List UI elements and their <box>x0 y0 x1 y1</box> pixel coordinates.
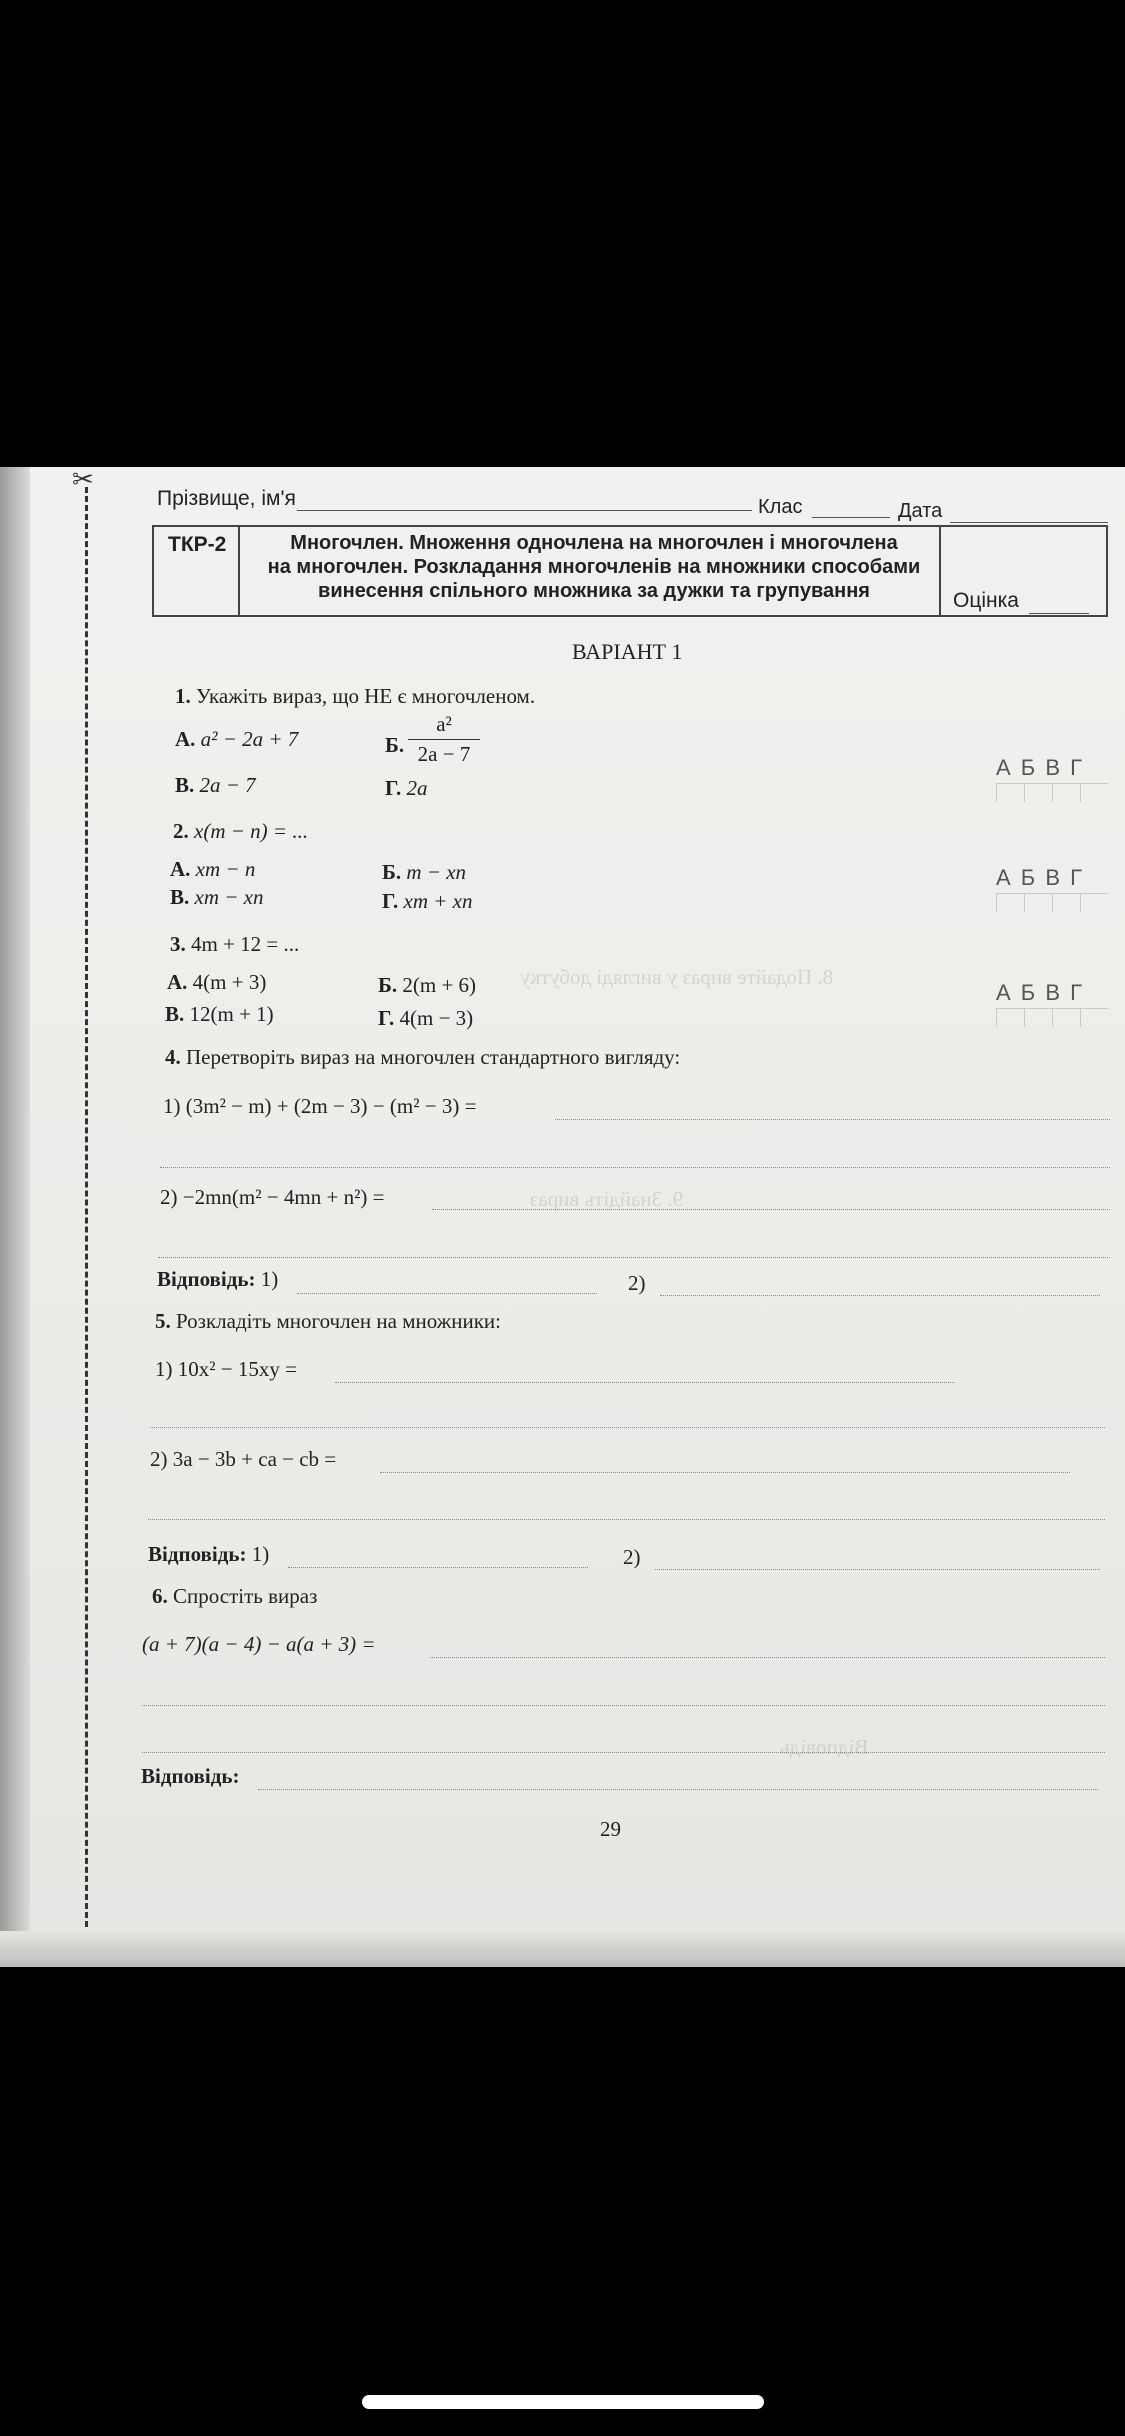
q4-answer-label: Відповідь: 1) <box>157 1267 279 1291</box>
q6-expression: (a + 7)(a − 4) − a(a + 3) = <box>142 1632 376 1656</box>
q1-answer-grid[interactable]: А Б В Г <box>996 755 1116 801</box>
q4-work-line[interactable] <box>158 1257 1110 1258</box>
scissors-icon: ✂ <box>72 467 94 495</box>
worksheet-page <box>0 467 1125 1967</box>
q6-answer-line[interactable] <box>430 1657 1105 1658</box>
q1-option-b-label[interactable]: Б. <box>385 733 405 757</box>
home-indicator[interactable] <box>362 2395 764 2409</box>
q5-answer-2-label: 2) <box>623 1545 641 1569</box>
q2-option-c[interactable]: В. xm − xn <box>170 885 264 909</box>
q3-option-d[interactable]: Г. 4(m − 3) <box>378 1006 474 1030</box>
q4-work-line[interactable] <box>160 1167 1110 1168</box>
class-label: Клас <box>758 496 803 518</box>
question-1: 1. Укажіть вираз, що НЕ є многочленом. <box>175 684 536 708</box>
q4-answer-2-label: 2) <box>628 1271 646 1295</box>
q2-answer-grid[interactable]: А Б В Г <box>996 865 1116 911</box>
bleed-through-text: Відповідь <box>780 1735 869 1759</box>
test-topic: Многочлен. Множення одночлена на многочлен і многочлена на многочлен. Розкладання многочленів на множники способами винесення спільного множника за дужки та групування <box>267 532 921 602</box>
q5-answer-label: Відповідь: 1) <box>148 1542 270 1566</box>
q4-part-2-answer-line[interactable] <box>432 1209 1110 1210</box>
grade-label: Оцінка <box>953 589 1019 612</box>
date-field[interactable] <box>950 522 1108 523</box>
question-4: 4. Перетворіть вираз на многочлен стандартного вигляду: <box>165 1045 681 1069</box>
q5-part-1: 1) 10x² − 15xy = <box>155 1357 297 1381</box>
q3-option-c[interactable]: В. 12(m + 1) <box>165 1002 274 1026</box>
q6-answer-label: Відповідь: <box>141 1764 240 1788</box>
name-label: Прізвище, ім'я <box>157 487 296 510</box>
q5-part-2-answer-line[interactable] <box>380 1472 1070 1473</box>
test-code: ТКР-2 <box>168 533 227 556</box>
question-3: 3. 4m + 12 = ... <box>170 932 300 956</box>
q4-part-1: 1) (3m² − m) + (2m − 3) − (m² − 3) = <box>163 1094 477 1118</box>
q5-answer-1-line[interactable] <box>288 1567 588 1568</box>
class-field[interactable] <box>812 517 890 518</box>
q5-work-line[interactable] <box>150 1427 1105 1428</box>
name-field[interactable] <box>297 510 752 511</box>
grade-field[interactable] <box>1029 613 1089 614</box>
q5-answer-2-line[interactable] <box>655 1569 1100 1570</box>
question-6: 6. Спростіть вираз <box>152 1584 318 1608</box>
q2-option-b[interactable]: Б. m − xn <box>382 860 467 884</box>
q5-part-1-answer-line[interactable] <box>335 1382 955 1383</box>
q3-answer-grid[interactable]: А Б В Г <box>996 980 1116 1026</box>
page-edge-shadow <box>0 467 30 1967</box>
q5-work-line[interactable] <box>148 1519 1105 1520</box>
q2-option-a[interactable]: А. xm − n <box>170 857 256 881</box>
question-5: 5. Розкладіть многочлен на множники: <box>155 1309 501 1333</box>
cut-line <box>85 487 88 1927</box>
q3-option-a[interactable]: А. 4(m + 3) <box>167 970 267 994</box>
q4-answer-2-line[interactable] <box>660 1295 1100 1296</box>
q3-option-b[interactable]: Б. 2(m + 6) <box>378 973 477 997</box>
q5-part-2: 2) 3a − 3b + ca − cb = <box>150 1447 337 1471</box>
bleed-through-text: 8. Подайте вираз у вигляді добутку <box>520 965 834 989</box>
page-number: 29 <box>600 1817 621 1841</box>
question-2: 2. x(m − n) = ... <box>173 819 309 843</box>
q4-answer-1-line[interactable] <box>297 1293 597 1294</box>
q1-option-b-fraction[interactable]: a² 2a − 7 <box>408 712 480 767</box>
q4-part-2: 2) −2mn(m² − 4mn + n²) = <box>160 1185 385 1209</box>
q6-answer-field[interactable] <box>258 1789 1098 1790</box>
date-label: Дата <box>898 500 943 522</box>
q1-option-a[interactable]: А. a² − 2a + 7 <box>175 727 299 751</box>
q2-option-d[interactable]: Г. xm + xn <box>382 889 473 913</box>
test-header-box <box>152 525 1108 617</box>
page-bottom-shadow <box>0 1931 1125 1967</box>
q6-work-line[interactable] <box>142 1705 1105 1706</box>
bleed-through-text: 9. Знайдіть вираз <box>530 1187 684 1211</box>
q1-option-d[interactable]: Г. 2a <box>385 776 428 800</box>
q4-part-1-answer-line[interactable] <box>555 1119 1110 1120</box>
q6-work-line[interactable] <box>142 1752 1105 1753</box>
variant-title: ВАРІАНТ 1 <box>572 639 683 664</box>
q1-option-c[interactable]: В. 2a − 7 <box>175 773 256 797</box>
